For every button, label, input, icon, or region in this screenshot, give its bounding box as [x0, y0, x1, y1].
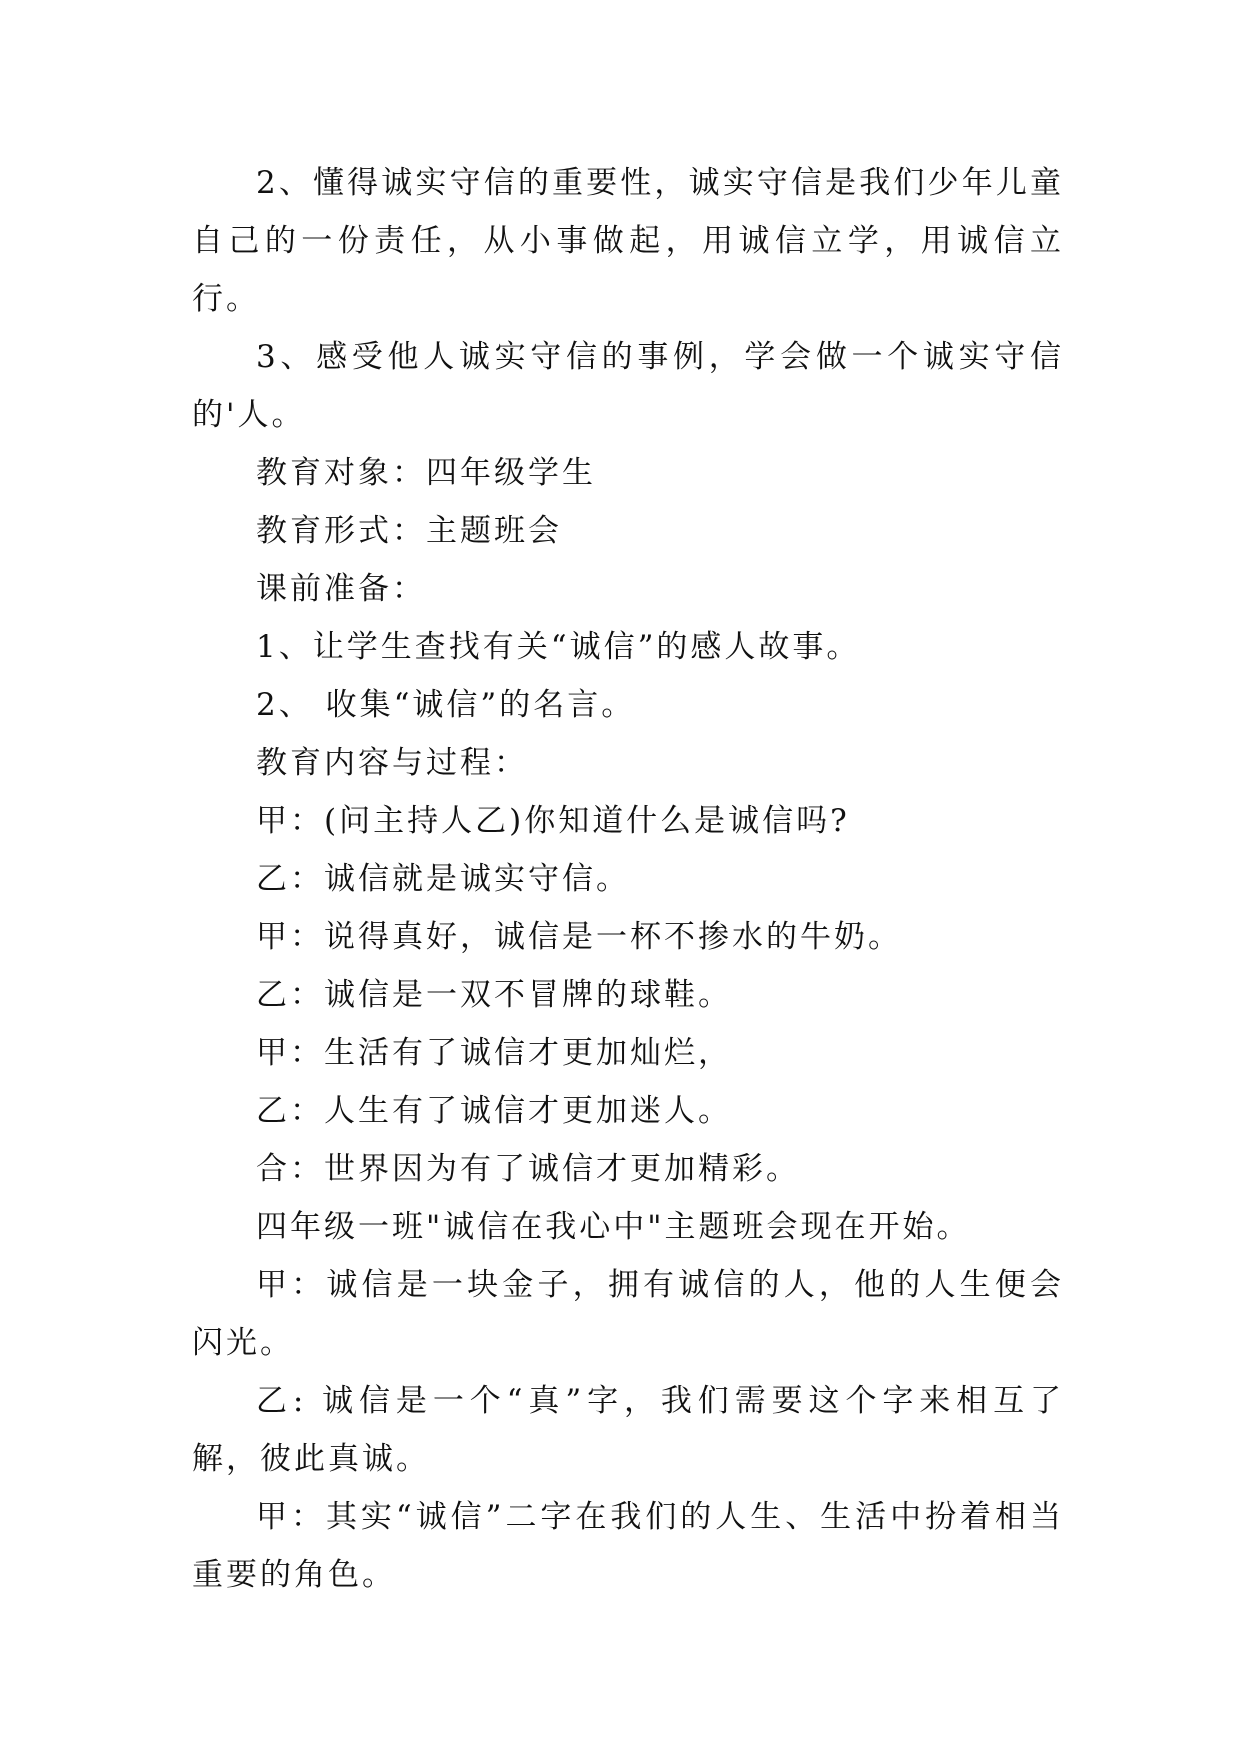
- dialogue-line: 乙：人生有了诚信才更加迷人。: [256, 1093, 732, 1129]
- dialogue-line: 甲：其实“诚信”二字在我们的人生、生活中扮着相当重要的角色。: [192, 1499, 1064, 1593]
- dialogue-line: 乙: 诚信是一个“真”字，我们需要这个字来相互了解，彼此真诚。: [192, 1383, 1064, 1477]
- dialogue-line: 四年级一班"诚信在我心中"主题班会现在开始。: [256, 1209, 971, 1245]
- paragraph-goal-2: 2、懂得诚实守信的重要性，诚实守信是我们少年儿童自己的一份责任，从小事做起，用诚信立学，用诚信立行。: [192, 165, 1064, 317]
- dialogue-line: 甲：生活有了诚信才更加灿烂，: [256, 1035, 732, 1071]
- document-body: [192, 154, 1064, 1604]
- dialogue-line: 甲：说得真好，诚信是一杯不掺水的牛奶。: [256, 919, 902, 955]
- paragraph-goal-3: 3、感受他人诚实守信的事例，学会做一个诚实守信的'人。: [192, 339, 1064, 433]
- dialogue-line: 合：世界因为有了诚信才更加精彩。: [256, 1151, 800, 1187]
- paragraph-audience: 教育对象：四年级学生: [256, 455, 596, 491]
- paragraph-preparation-heading: 课前准备：: [256, 571, 426, 607]
- paragraph-process-heading: 教育内容与过程：: [256, 745, 528, 781]
- paragraph-preparation-1: 1、让学生查找有关“诚信”的感人故事。: [256, 629, 861, 665]
- dialogue-line: 甲：(问主持人乙)你知道什么是诚信吗?: [256, 803, 850, 839]
- paragraph-format: 教育形式：主题班会: [256, 513, 562, 549]
- dialogue-line: 乙：诚信是一双不冒牌的球鞋。: [256, 977, 732, 1013]
- paragraph-preparation-2: 2、 收集“诚信”的名言。: [256, 687, 636, 723]
- dialogue-line: 甲：诚信是一块金子，拥有诚信的人，他的人生便会闪光。: [192, 1267, 1064, 1361]
- dialogue-line: 乙：诚信就是诚实守信。: [256, 861, 630, 897]
